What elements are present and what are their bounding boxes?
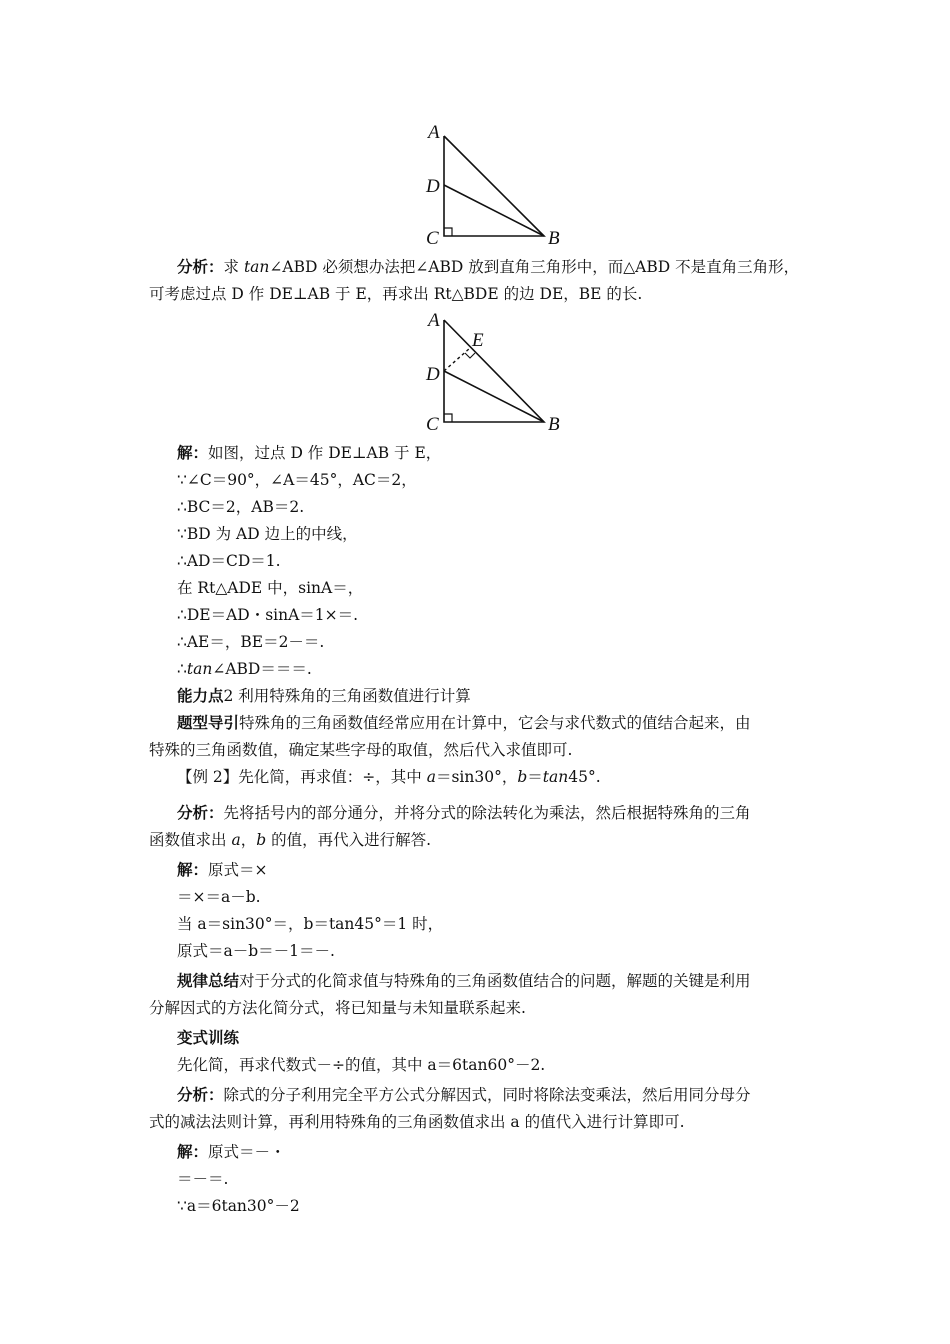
triangle-figure-2	[420, 306, 580, 436]
solution-1-line-7: ∴DE＝AD・sinA＝1×＝.	[177, 606, 359, 624]
variant-training-question: 先化简，再求代数式－÷的值，其中 a＝6tan60°－2.	[177, 1056, 546, 1074]
solution-2-line-1: 解：原式＝×	[177, 860, 268, 879]
solution-1-line-1: 解：如图，过点 D 作 DE⊥AB 于 E，	[177, 443, 442, 462]
analysis-1-line-1: 分析：求 tan∠ABD 必须想办法把∠ABD 放到直角三角形中，而△ABD 不是直角三角形，	[177, 257, 800, 276]
rule-summary-line-2: 分解因式的方法化简分式，将已知量与未知量联系起来.	[149, 999, 526, 1017]
analysis-3-line-1: 分析：除式的分子利用完全平方公式分解因式，同时将除法变乘法，然后用同分母分	[177, 1085, 751, 1104]
analysis-1-line-2: 可考虑过点 D 作 DE⊥AB 于 E，再求出 Rt△BDE 的边 DE，BE 的长.	[149, 285, 643, 303]
label-d: D	[426, 364, 440, 385]
solution-3-line-2: ＝－＝.	[177, 1170, 229, 1188]
solution-1-line-6: 在 Rt△ADE 中，sinA＝，	[177, 579, 364, 597]
analysis-2-line-1: 分析：先将括号内的部分通分，并将分式的除法转化为乘法，然后根据特殊角的三角	[177, 803, 751, 822]
solution-2-line-2: ＝×＝a－b.	[177, 888, 261, 906]
solution-1-line-5: ∴AD＝CD＝1.	[177, 552, 281, 570]
guide-line-2: 特殊的三角函数值，确定某些字母的取值，然后代入求值即可.	[149, 741, 573, 759]
label-c: C	[426, 414, 439, 435]
solution-3-line-3: ∵a＝6tan30°－2	[177, 1197, 300, 1215]
solution-1-line-8: ∴AE＝，BE＝2－＝.	[177, 633, 325, 651]
triangle-figure-1	[420, 118, 580, 250]
variant-training-heading: 变式训练	[177, 1028, 240, 1047]
ability-point-2-heading: 能力点2 利用特殊角的三角函数值进行计算	[177, 686, 471, 705]
label-d: D	[426, 176, 440, 197]
solution-1-line-9: ∴tan∠ABD＝＝＝.	[177, 660, 312, 678]
label-a: A	[428, 310, 440, 331]
guide-line-1: 题型导引特殊角的三角函数值经常应用在计算中，它会与求代数式的值结合起来，由	[177, 713, 751, 732]
label-c: C	[426, 228, 439, 249]
example-2: 【例 2】先化简，再求值：÷，其中 a＝sin30°，b＝tan45°.	[177, 768, 601, 786]
analysis-2-line-2: 函数值求出 a，b 的值，再代入进行解答.	[149, 831, 431, 849]
solution-1-line-2: ∵∠C＝90°，∠A＝45°，AC＝2，	[177, 471, 417, 489]
rule-summary-line-1: 规律总结对于分式的化简求值与特殊角的三角函数值结合的问题，解题的关键是利用	[177, 971, 751, 990]
analysis-3-line-2: 式的减法法则计算，再利用特殊角的三角函数值求出 a 的值代入进行计算即可.	[149, 1113, 685, 1131]
label-e: E	[472, 330, 484, 351]
solution-2-line-4: 原式＝a－b＝－1＝－.	[177, 942, 335, 960]
solution-3-line-1: 解：原式＝－・	[177, 1142, 286, 1161]
solution-1-line-4: ∵BD 为 AD 边上的中线，	[177, 525, 358, 543]
label-b: B	[548, 228, 560, 249]
label-b: B	[548, 414, 560, 435]
solution-1-line-3: ∴BC＝2，AB＝2.	[177, 498, 305, 516]
label-a: A	[428, 122, 440, 143]
solution-2-line-3: 当 a＝sin30°＝，b＝tan45°＝1 时，	[177, 915, 444, 933]
